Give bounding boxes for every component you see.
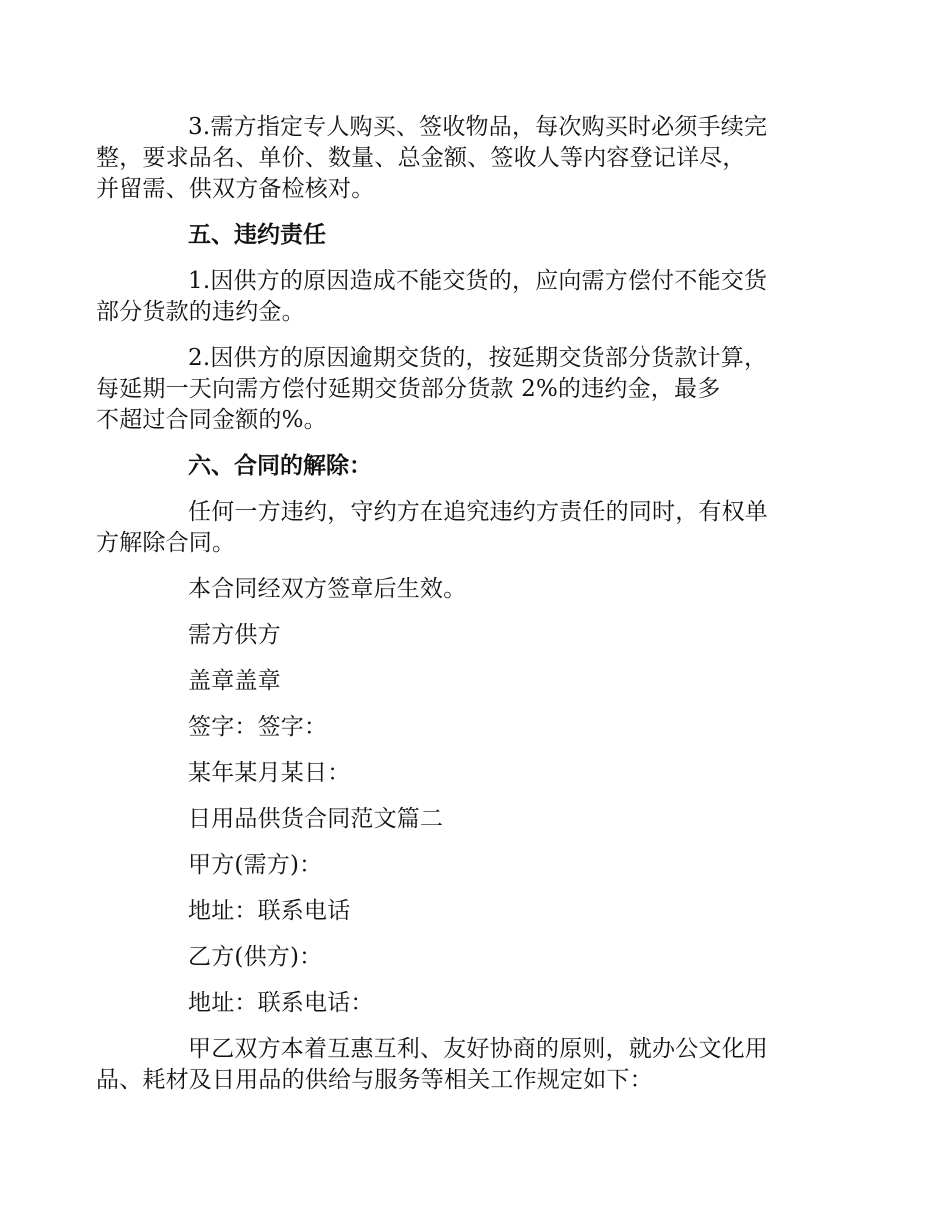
document-subtitle: 日用品供货合同范文篇二 [188,806,444,832]
text-line: 2.因供方的原因逾期交货的，按延期交货部分货款计算， [188,345,768,371]
termination-paragraph [96,497,810,559]
text-line: 每延期一天向需方偿付延期交货部分货款 2%的违约金，最多 [96,376,721,402]
party-b-line: 乙方(供方)： [188,944,323,970]
text-line: 3.需方指定专人购买、签收物品，每次购买时必须手续完 [188,114,768,140]
clause-5-1-paragraph [96,266,810,328]
text-line: 部分货款的违约金。 [96,299,305,325]
text-line: 不超过合同金额的%。 [96,407,327,433]
section-heading-termination: 六、合同的解除： [188,453,372,479]
agreement-intro-paragraph [96,1034,810,1096]
date-line: 某年某月某日： [188,760,351,786]
clause-4-3-paragraph [96,112,810,205]
party-b-address-line: 地址：联系电话： [188,990,374,1016]
text-line: 整，要求品名、单价、数量、总金额、签收人等内容登记详尽， [96,145,746,171]
clause-5-2-paragraph [96,343,810,436]
party-a-line: 甲方(需方)： [188,852,323,878]
text-line: 1.因供方的原因造成不能交货的，应向需方偿付不能交货 [188,268,768,294]
text-line: 甲乙双方本着互惠互利、友好协商的原则，就办公文化用 [188,1036,768,1062]
signature-line: 签字：签字： [188,714,328,740]
text-line: 并留需、供双方备检核对。 [96,176,375,202]
effective-clause: 本合同经双方签章后生效。 [188,576,467,602]
seal-line: 盖章盖章 [188,668,281,694]
party-a-address-line: 地址：联系电话 [188,898,351,924]
section-heading-breach: 五、违约责任 [188,222,326,248]
text-line: 品、耗材及日用品的供给与服务等相关工作规定如下： [96,1067,653,1093]
text-line: 任何一方违约，守约方在追究违约方责任的同时，有权单 [188,499,768,525]
parties-line: 需方供方 [188,622,281,648]
text-line: 方解除合同。 [96,530,236,556]
document-page [96,112,810,1111]
